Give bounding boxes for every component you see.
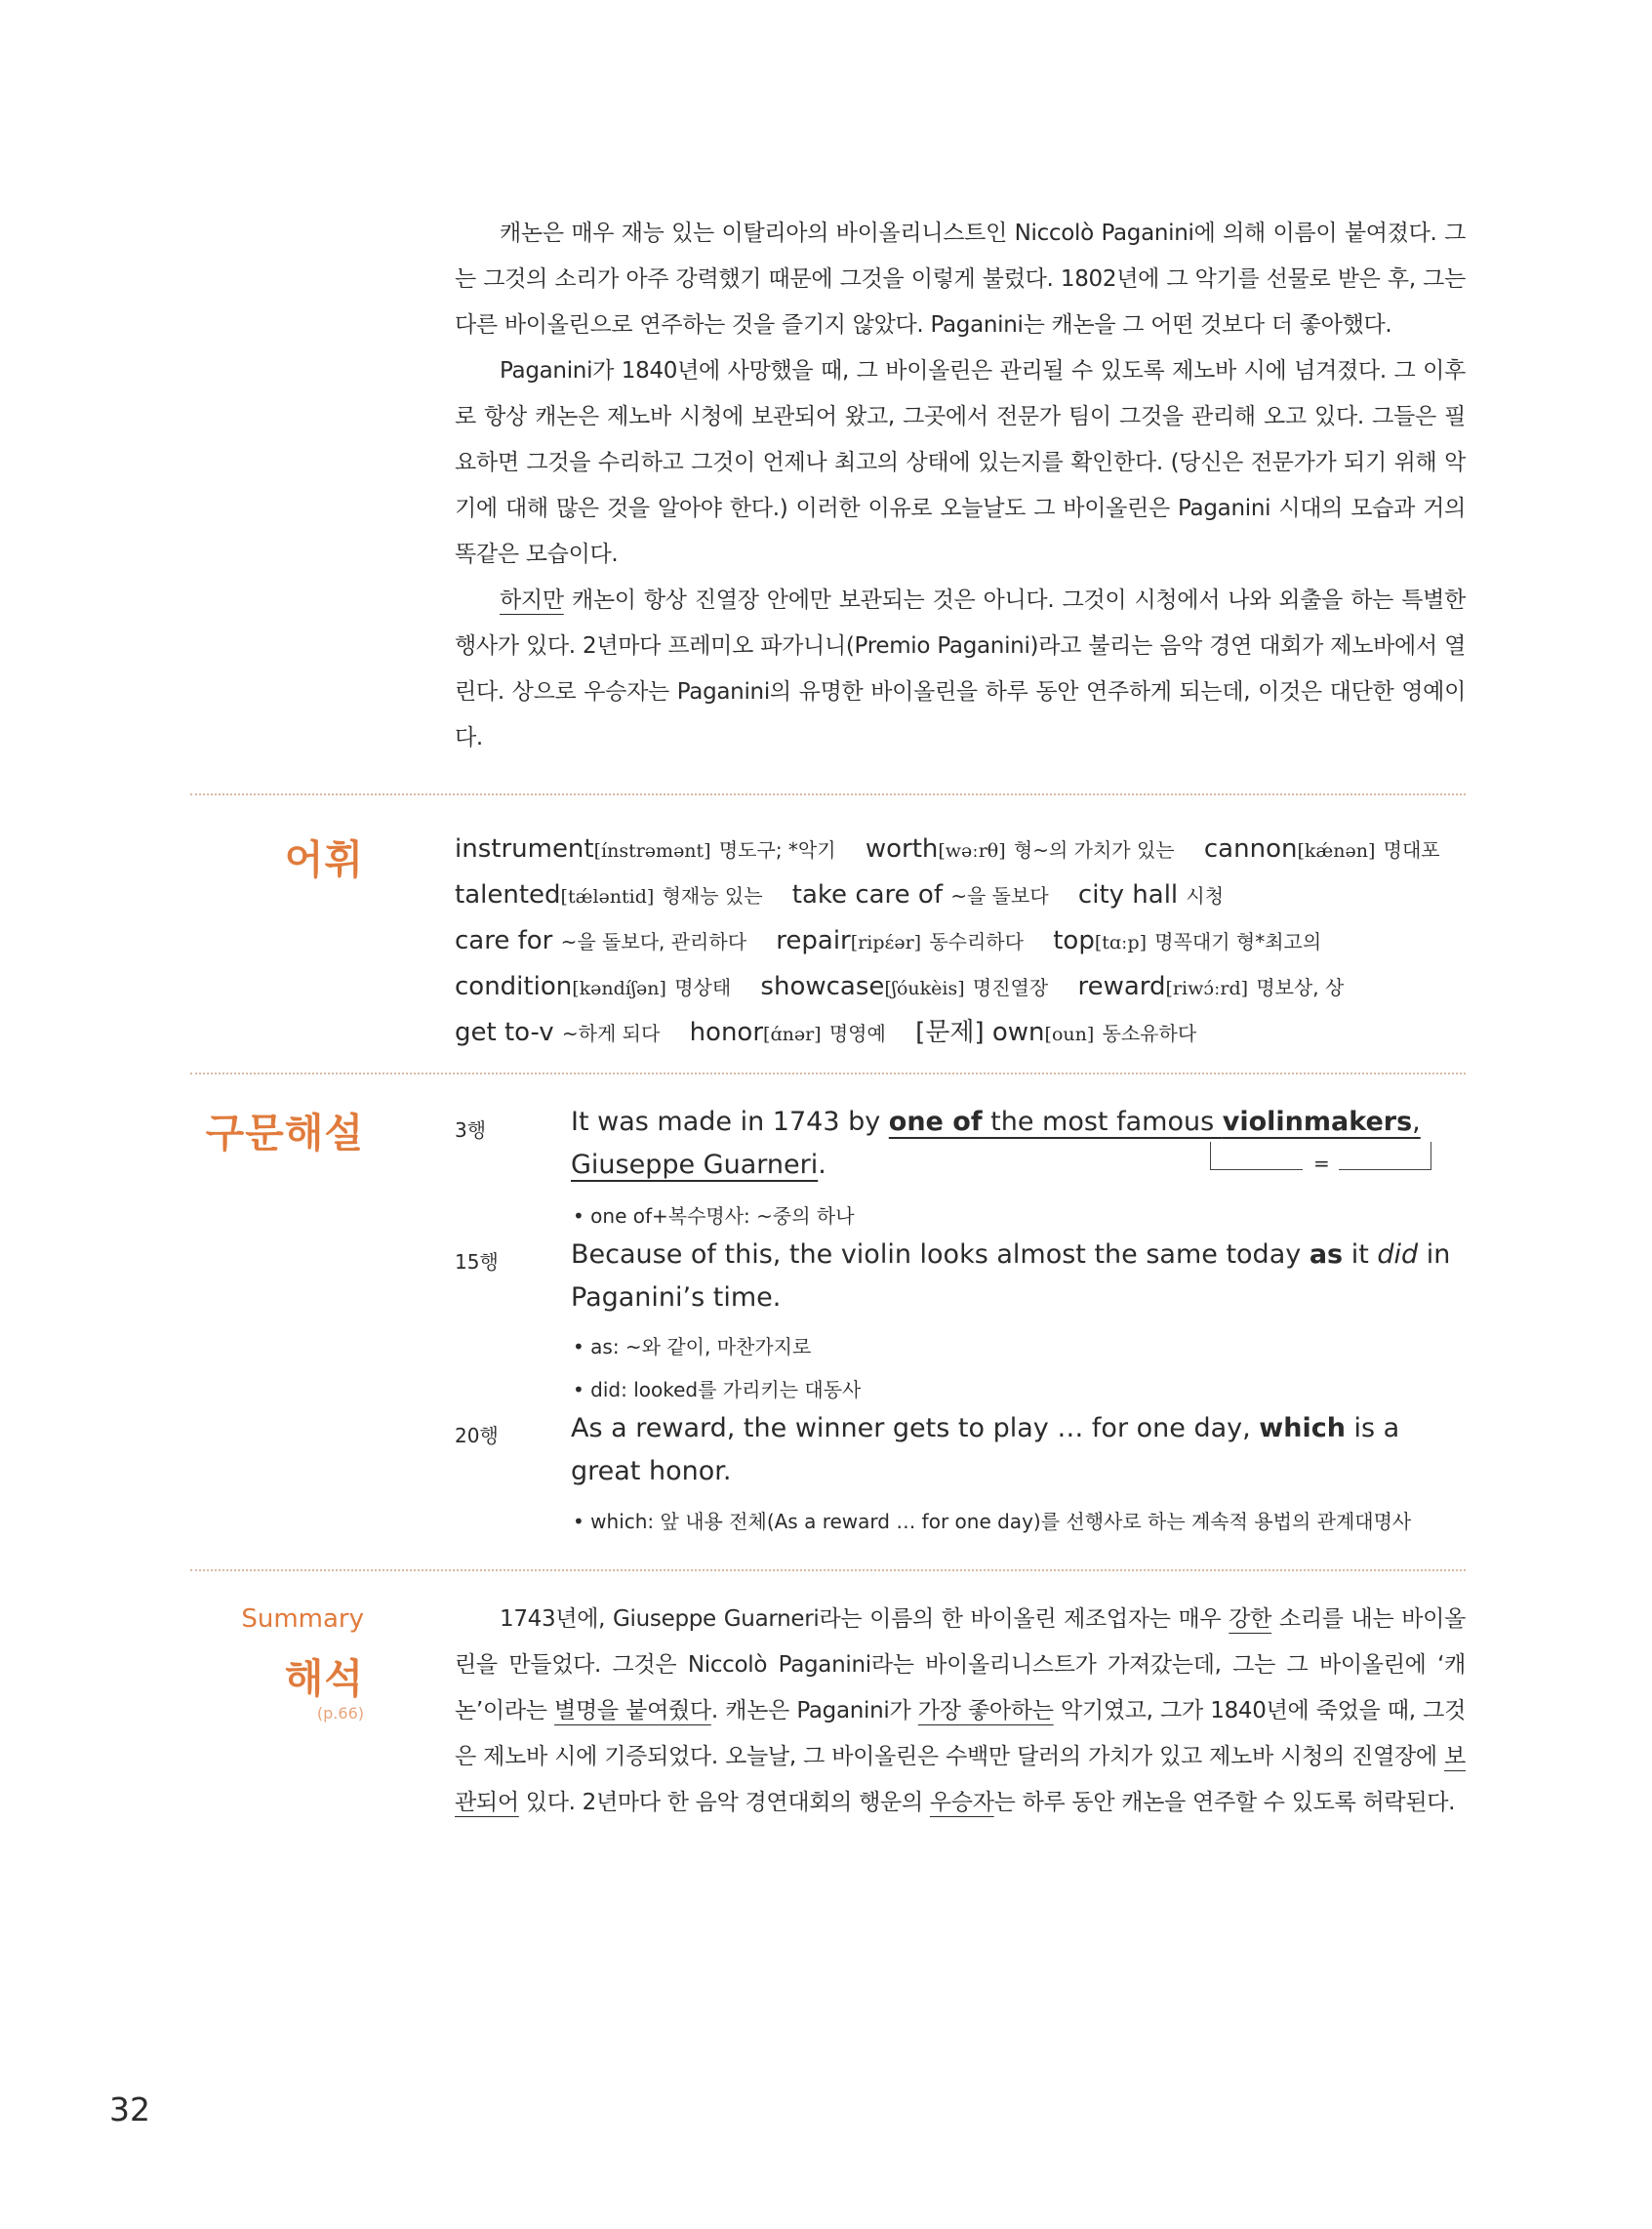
grammar-note: • as: ~와 같이, 마찬가지로 xyxy=(573,1335,812,1358)
grammar-bracket-right xyxy=(1339,1142,1431,1170)
vocab-list xyxy=(455,828,1470,1057)
vocab-entry: city hall 시청 xyxy=(1077,880,1225,910)
page-number: 32 xyxy=(109,2090,150,2128)
translation-text xyxy=(455,211,1466,761)
grammar-bracket-left xyxy=(1210,1142,1303,1170)
vocab-entry: instrument[ínstrəmənt] 명도구; *악기 xyxy=(455,834,836,864)
summary-page-reference: (p.66) xyxy=(316,1704,364,1722)
vocab-entry: condition[kəndíʃən] 명상태 xyxy=(455,972,732,1001)
grammar-line-number: 3행 xyxy=(455,1118,487,1142)
section-divider xyxy=(190,1073,1466,1074)
translation-paragraph-2: Paganini가 1840년에 사망했을 때, 그 바이올린은 관리될 수 있도록 제노바 시에 넘겨졌다. 그 이후로 항상 캐논은 제노바 시청에 보관되어 왔고, 그곳에서 전문가 팀이 그것을 관리해 오고 있다. 그들은 필요하면 그것을 수리하고 그것이 언제나 최고의 상태에 있는지를 확인한다. (당신은 전문가가 되기 위해 악기에 대해 많은 것을 알아야 한다.) 이러한 이유로 오늘날도 그 바이올린은 Paganini 시대의 모습과 거의 똑같은 모습이다. xyxy=(455,358,1466,567)
vocab-entry: get to-v ~하게 되다 xyxy=(455,1018,661,1047)
summary-text xyxy=(455,1597,1466,1826)
vocab-entry: [문제] own[oun] 동소유하다 xyxy=(915,1018,1197,1047)
vocab-entry: care for ~을 돌보다, 관리하다 xyxy=(455,926,747,955)
vocab-entry: worth[wəːrθ] 형~의 가치가 있는 xyxy=(865,834,1175,864)
grammar-line-number: 15행 xyxy=(455,1250,499,1274)
vocab-entry: cannon[kǽnən] 명대포 xyxy=(1203,834,1440,864)
section-divider xyxy=(190,793,1466,795)
translation-underlined-word: 하지만 xyxy=(500,588,564,613)
grammar-line-number: 20행 xyxy=(455,1424,499,1447)
grammar-note: • one of+복수명사: ~중의 하나 xyxy=(573,1204,855,1228)
grammar-sentence: It was made in 1743 by one of the most famous violinmakers, Giuseppe Guarneri. xyxy=(571,1107,1421,1180)
vocab-entry: talented[tǽləntid] 형재능 있는 xyxy=(455,880,763,910)
vocab-entry: reward[riwɔ́ːrd] 명보상, 상 xyxy=(1077,972,1345,1001)
section-divider xyxy=(190,1569,1466,1571)
grammar-sentence: As a reward, the winner gets to play … for one day, which is a great honor. xyxy=(571,1413,1400,1486)
vocab-entry: take care of ~을 돌보다 xyxy=(791,880,1049,910)
summary-label: Summary xyxy=(241,1604,364,1634)
summary-section-title: 해석 xyxy=(284,1655,364,1702)
vocab-entry: repair[ripέər] 동수리하다 xyxy=(776,926,1024,955)
summary-paragraph: 1743년에, Giuseppe Guarneri라는 이름의 한 바이올린 제조업자는 매우 강한 소리를 내는 바이올린을 만들었다. 그것은 Niccolò Paganini라는 바이올리니스트가 가져갔는데, 그는 그 바이올린에 ‘캐논’이라는 별명을 붙여줬다. 캐논은 Paganini가 가장 좋아하는 악기였고, 그가 1840년에 죽었을 때, 그것은 제노바 시에 기증되었다. 오늘날, 그 바이올린은 수백만 달러의 가치가 있고 제노바 시청의 진열장에 보관되어 있다. 2년마다 한 음악 경연대회의 행운의 우승자는 하루 동안 캐논을 연주할 수 있도록 허락된다. xyxy=(455,1606,1466,1815)
grammar-section-title: 구문해설 xyxy=(205,1110,364,1156)
translation-paragraph-3 xyxy=(455,578,1466,761)
translation-paragraph-1: 캐논은 매우 재능 있는 이탈리아의 바이올리니스트인 Niccolò Paganini에 의해 이름이 붙여졌다. 그는 그것의 소리가 아주 강력했기 때문에 그것을 이렇게 불렀다. 1802년에 그 악기를 선물로 받은 후, 그는 다른 바이올린으로 연주하는 것을 즐기지 않았다. Paganini는 캐논을 그 어떤 것보다 더 좋아했다. xyxy=(455,221,1466,338)
grammar-sentence: Because of this, the violin looks almost the same today as it did in Paganini’s time. xyxy=(571,1239,1451,1313)
grammar-equals-mark: = xyxy=(1313,1152,1330,1175)
translation-paragraph-3-rest: 캐논이 항상 진열장 안에만 보관되는 것은 아니다. 그것이 시청에서 나와 외출을 하는 특별한 행사가 있다. 2년마다 프레미오 파가니니(Premio Paganini)라고 불리는 음악 경연 대회가 제노바에서 열린다. 상으로 우승자는 Paganini의 유명한 바이올린을 하루 동안 연주하게 되는데, 이것은 대단한 영예이다. xyxy=(455,588,1466,750)
vocab-entry: showcase[ʃóukèis] 명진열장 xyxy=(760,972,1049,1001)
vocab-entry: top[tɑːp] 명꼭대기 형*최고의 xyxy=(1053,926,1322,955)
vocab-entry: honor[ɑ́nər] 명영예 xyxy=(689,1018,886,1047)
grammar-note: • which: 앞 내용 전체(As a reward … for one day)를 선행사로 하는 계속적 용법의 관계대명사 xyxy=(573,1510,1412,1533)
vocab-section-title: 어휘 xyxy=(284,836,364,883)
grammar-note: • did: looked를 가리키는 대동사 xyxy=(573,1378,862,1401)
